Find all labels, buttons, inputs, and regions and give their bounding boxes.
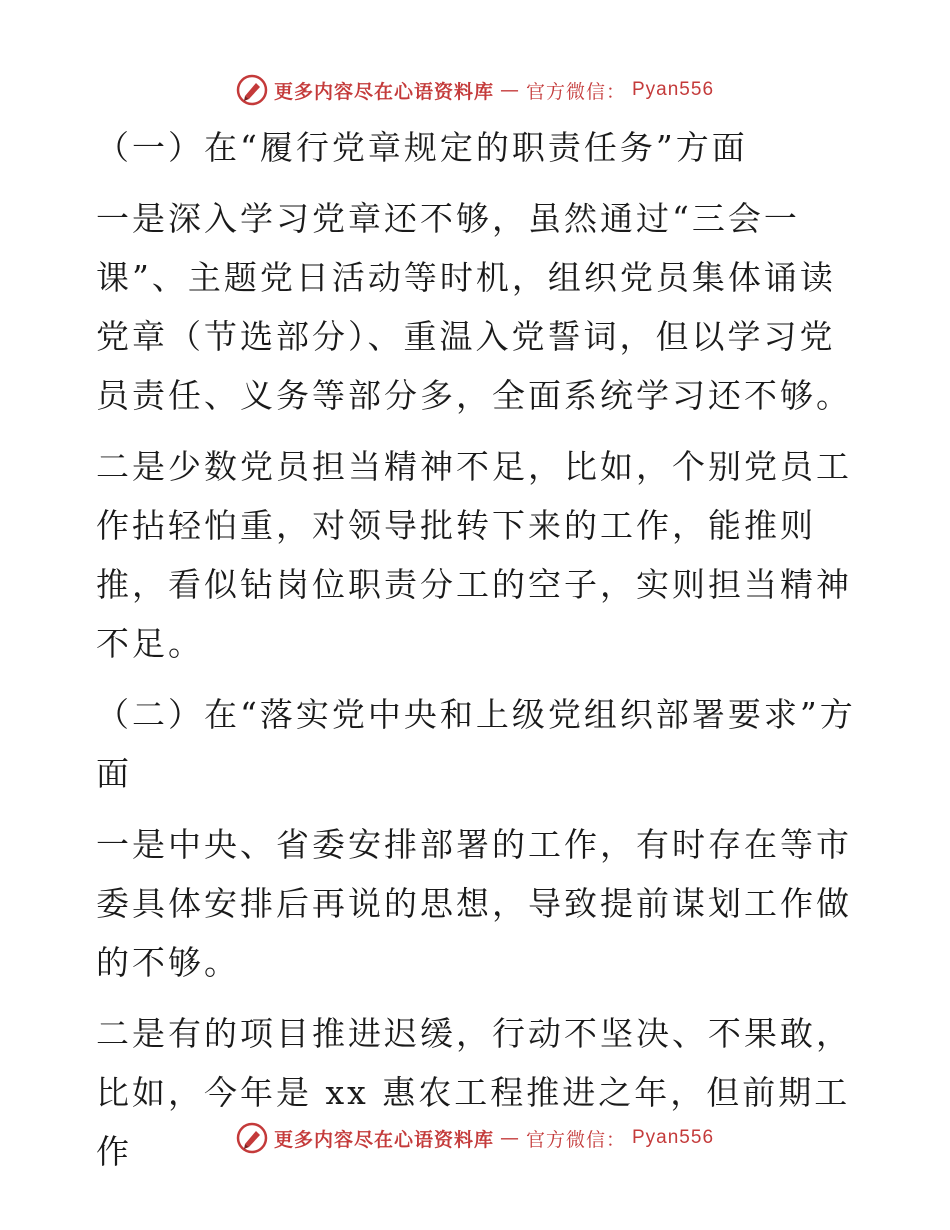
watermark-wechat-id: Pyan556 xyxy=(632,79,715,100)
paragraph: 二是有的项目推进迟缓，行动不坚决、不果敢，比如，今年是 xx 惠农工程推进之年，但前期工作 xyxy=(96,1014,852,1171)
paragraph: 二是少数党员担当精神不足，比如，个别党员工作拈轻怕重，对领导批转下来的工作，能推则推，看似钻岗位职责分工的空子，实则担当精神不足。 xyxy=(96,447,852,663)
watermark-separator: — xyxy=(499,79,520,101)
section-heading: （一）在“履行党章规定的职责任务”方面 xyxy=(96,128,748,167)
footer-watermark xyxy=(0,1118,950,1158)
watermark-wechat-id: Pyan556 xyxy=(632,1127,715,1148)
section-heading: （二）在“落实党中央和上级党组织部署要求”方面 xyxy=(96,695,856,793)
pen-logo-icon xyxy=(236,1122,268,1154)
watermark-site-text: 更多内容尽在心语资料库 xyxy=(273,1128,494,1151)
paragraph: 一是深入学习党章还不够，虽然通过“三会一课”、主题党日活动等时机，组织党员集体诵读党章（节选部分）、重温入党誓词，但以学习党员责任、义务等部分多，全面系统学习还不够。 xyxy=(96,199,852,415)
document-body xyxy=(96,118,856,1181)
pen-logo-icon xyxy=(236,74,268,106)
watermark-separator: — xyxy=(499,1127,520,1149)
header-watermark xyxy=(0,70,950,110)
watermark-label: 官方微信： xyxy=(525,1128,626,1151)
watermark-site-text: 更多内容尽在心语资料库 xyxy=(273,80,494,103)
paragraph: 一是中央、省委安排部署的工作，有时存在等市委具体安排后再说的思想，导致提前谋划工作做的不够。 xyxy=(96,825,852,982)
watermark-label: 官方微信： xyxy=(525,80,626,103)
